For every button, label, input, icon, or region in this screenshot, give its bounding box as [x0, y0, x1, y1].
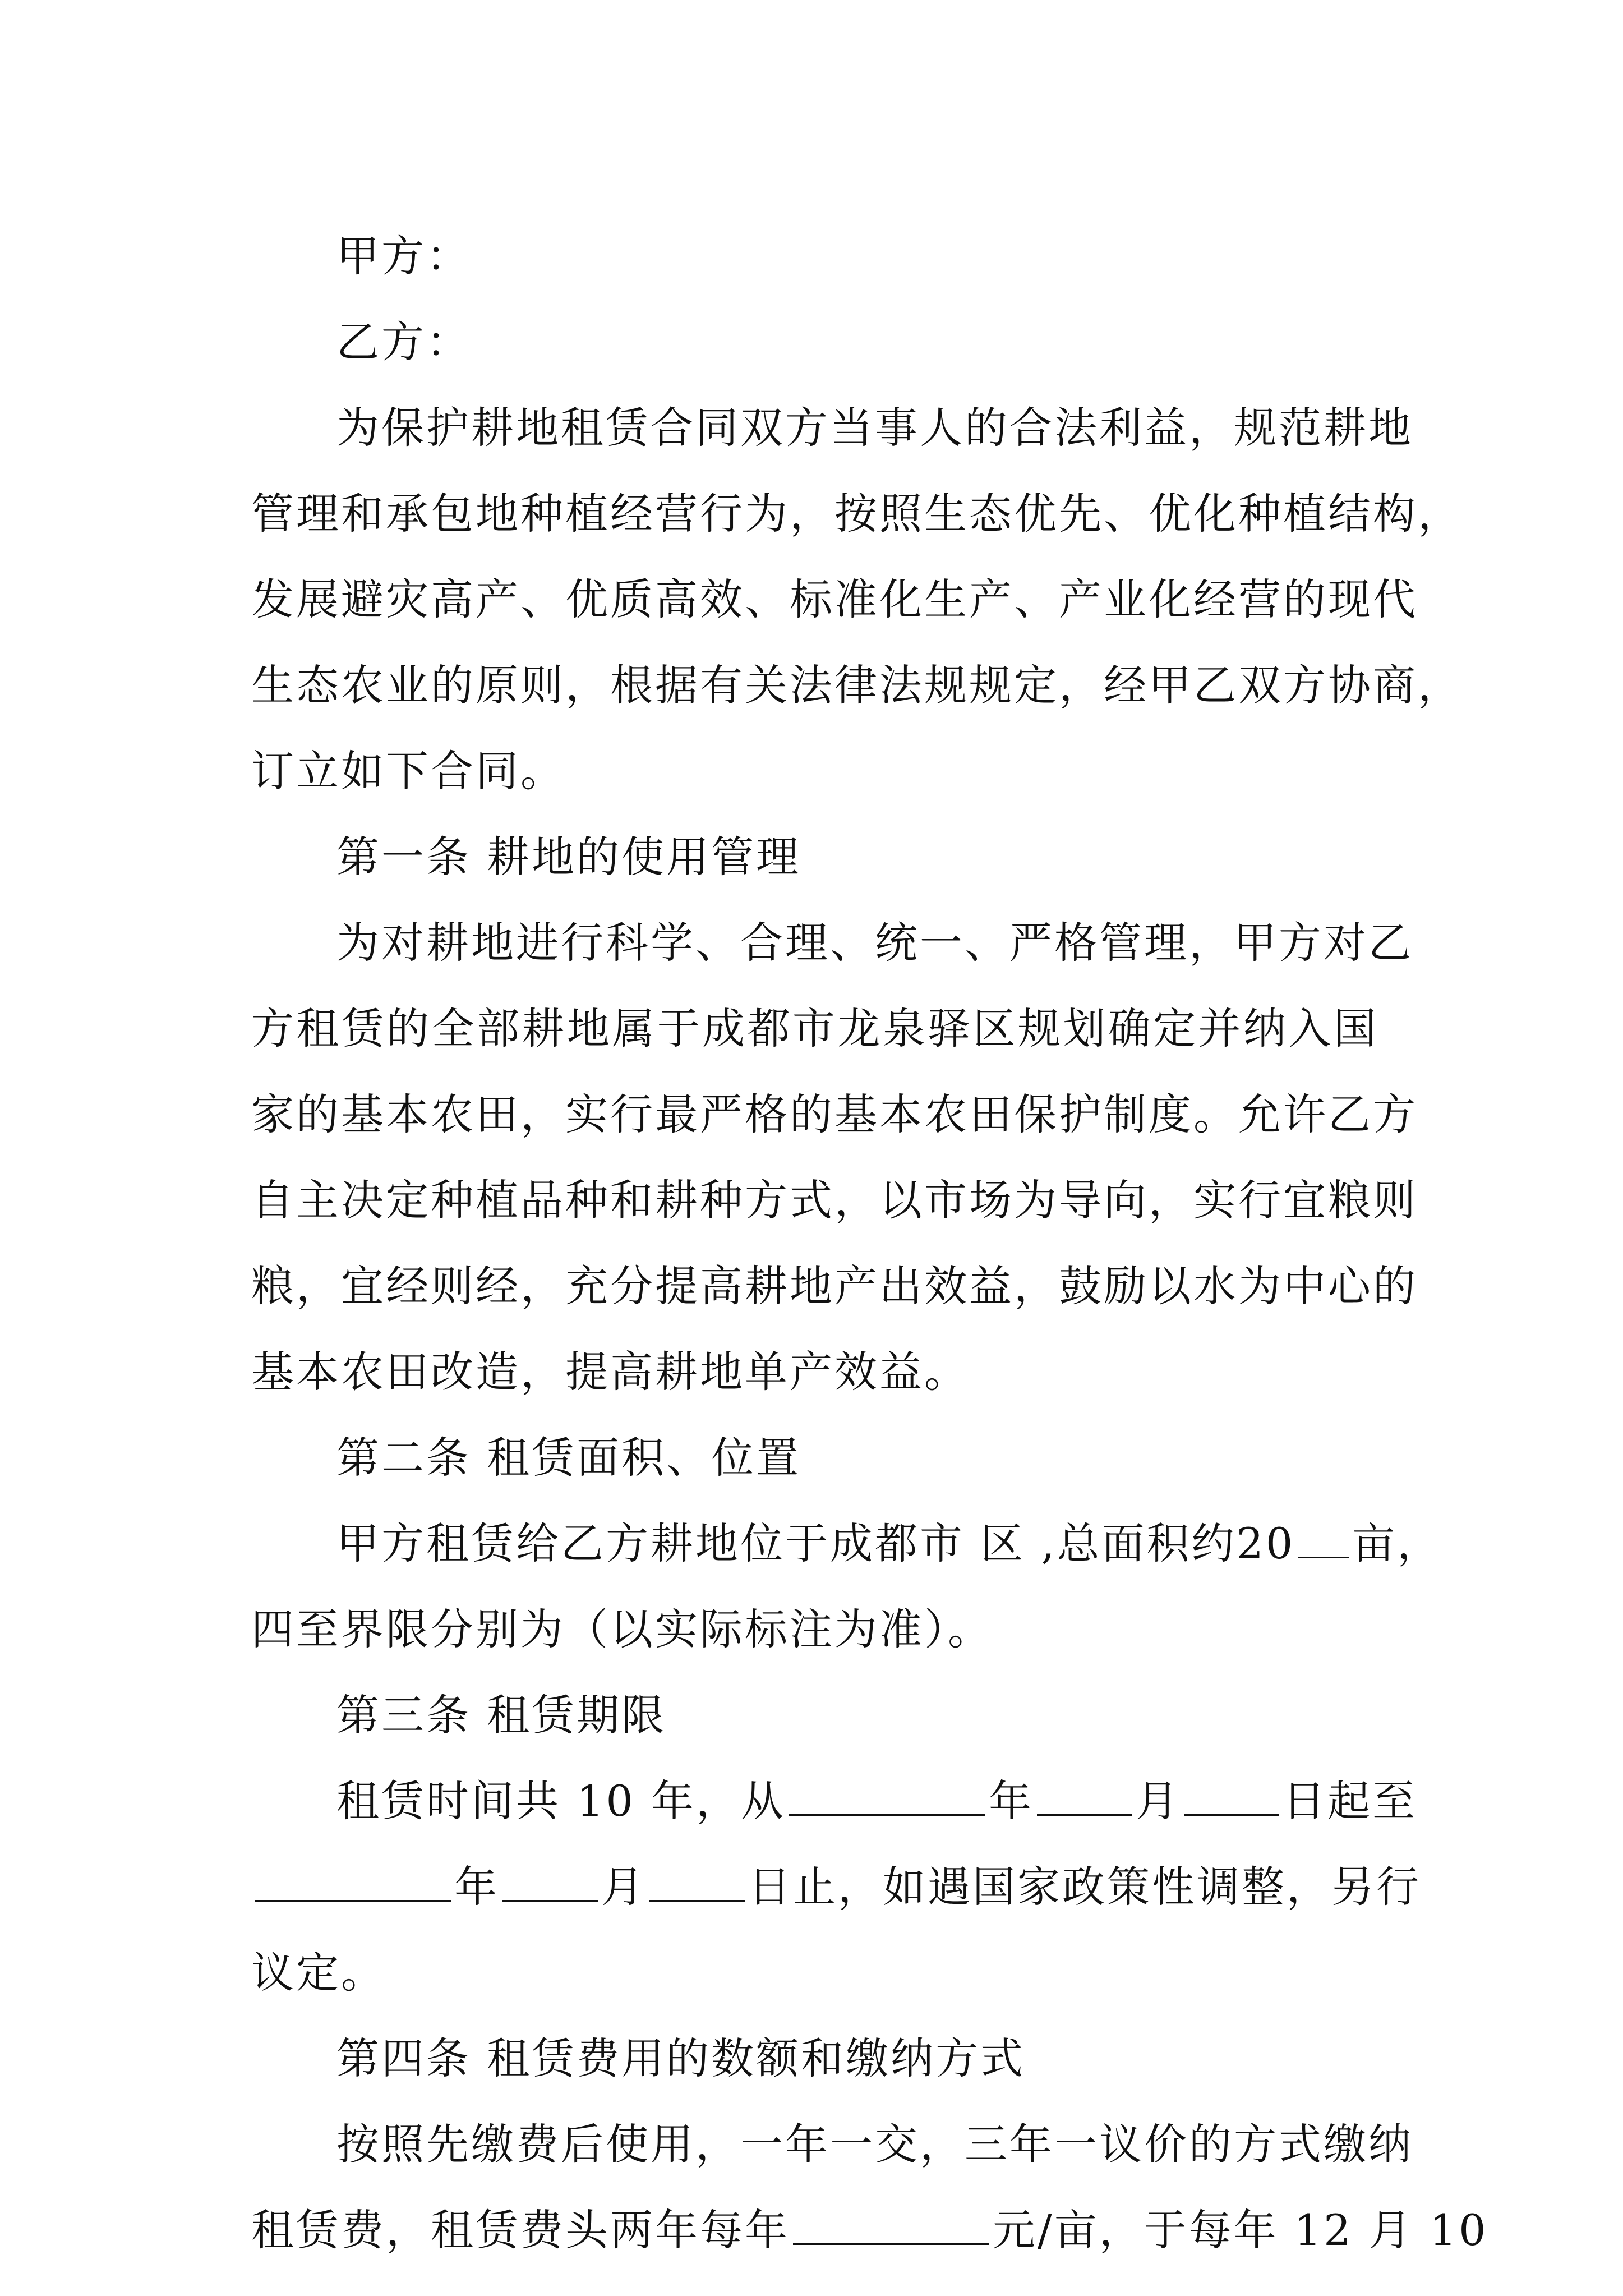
end-month-blank[interactable] [502, 1855, 598, 1902]
article-4-line [251, 2187, 1488, 2273]
area-blank[interactable] [1298, 1512, 1349, 1558]
month-label: 月 [1136, 1776, 1181, 1826]
preamble-line: 生 态 农 业 的 原 则 ， 根 据 有 关 法 律 法 规 规 定 ， 经 甲 乙 双 方 协 商 ， [251, 660, 1463, 710]
preamble-line: 为 保 护 耕 地 租 赁 合 同 双 方 当 事 人 的 合 法 利 益 ， 规 范 耕 地 [336, 403, 1413, 453]
party-b-line: 乙方： [336, 317, 471, 367]
article-4-title: 第四条 租赁费用的数额和缴纳方式 [336, 2033, 1026, 2083]
preamble-line: 订立如下合同。 [251, 746, 565, 796]
article-3-line: 议定。 [251, 1948, 386, 1998]
start-year-blank[interactable] [789, 1769, 985, 1816]
article-1-line: 家 的 基 本 农 田 ， 实 行 最 严 格 的 基 本 农 田 保 护 制 度 。 允 许 乙 方 [251, 1089, 1418, 1139]
article-2-line [251, 1501, 1442, 1586]
article-1-line: 粮 ， 宜 经 则 经 ， 充 分 提 高 耕 地 产 出 效 益 ， 鼓 励 以 水 为 中 心 的 [251, 1261, 1418, 1311]
article-2-title: 第二条 租赁面积、位置 [336, 1433, 801, 1483]
term-text: 租赁时间共 10 年，从 [336, 1776, 786, 1826]
contract-body [251, 213, 1488, 2273]
month-label: 月 [601, 1862, 646, 1912]
fee-unit-text: 元/亩，于每年 12 月 10 [993, 2205, 1488, 2255]
article-1-line: 基本农田改造，提高耕地单产效益。 [251, 1347, 969, 1397]
year-label: 年 [989, 1776, 1034, 1826]
fee-text: 租赁费，租赁费头两年每年 [251, 2205, 790, 2255]
end-day-blank[interactable] [649, 1855, 745, 1902]
start-day-blank[interactable] [1184, 1769, 1279, 1816]
article-1-title: 第一条 耕地的使用管理 [336, 832, 801, 882]
fee-amount-blank[interactable] [793, 2198, 989, 2245]
article-1-line: 为 对 耕 地 进 行 科 学 、 合 理 、 统 一 、 严 格 管 理 ， 甲 方 对 乙 [336, 918, 1413, 968]
party-a-line: 甲方： [336, 231, 471, 281]
day-label: 日起至 [1283, 1776, 1418, 1826]
article-3-line [251, 1758, 1418, 1844]
start-month-blank[interactable] [1037, 1769, 1132, 1816]
area-unit-text: 亩， [1352, 1519, 1442, 1568]
article-2-line: 四至界限分别为（以实际标注为准）。 [251, 1604, 993, 1654]
article-3-title: 第三条 租赁期限 [336, 1690, 667, 1740]
article-3-line [251, 1844, 1421, 1930]
article-4-line: 按 照 先 缴 费 后 使 用 ， 一 年 一 交 ， 三 年 一 议 价 的 方 式 缴 纳 [336, 2119, 1413, 2169]
day-label: 日止，如遇国家政策性调整，另行 [748, 1862, 1421, 1912]
preamble-line: 管 理 和 承 包 地 种 植 经 营 行 为 ， 按 照 生 态 优 先 、 优 化 种 植 结 构 ， [251, 489, 1463, 539]
preamble-line: 发 展 避 灾 高 产 、 优 质 高 效 、 标 准 化 生 产 、 产 业 化 经 营 的 现 代 [251, 574, 1418, 624]
year-label: 年 [454, 1862, 499, 1912]
article-1-line: 自 主 决 定 种 植 品 种 和 耕 种 方 式 ， 以 市 场 为 导 向 ， 实 行 宜 粮 则 [251, 1175, 1418, 1225]
article-1-line: 方 租 赁 的 全 部 耕 地 属 于 成 都 市 龙 泉 驿 区 规 划 确 定 并 纳 入 国 [251, 1004, 1378, 1053]
area-location-text: 甲方租赁给乙方耕地位于成都市 区 ,总面积约20 [336, 1519, 1295, 1568]
end-year-blank[interactable] [255, 1855, 451, 1902]
